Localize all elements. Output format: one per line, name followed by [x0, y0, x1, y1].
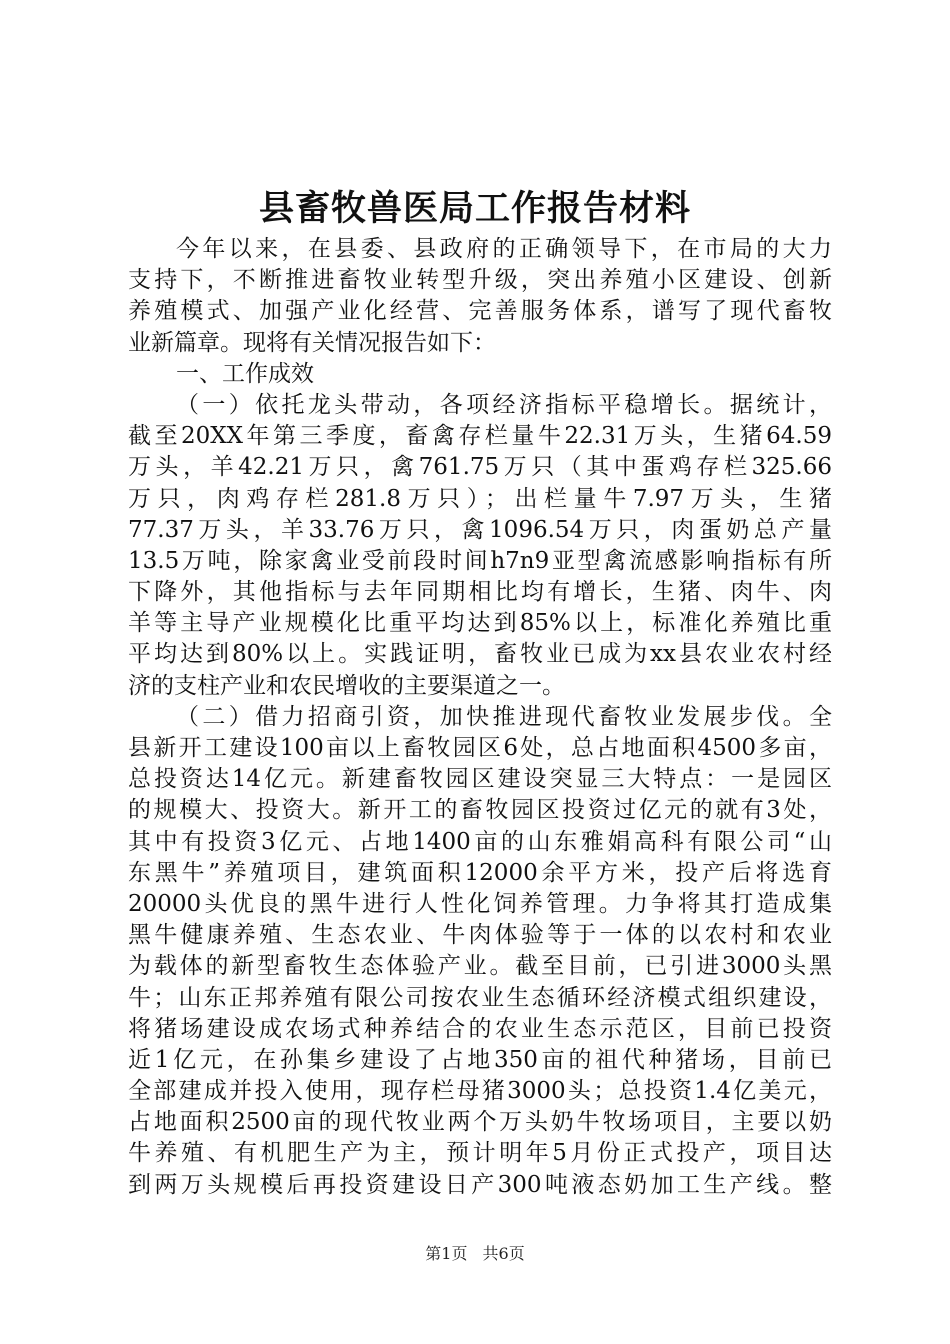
page-number: 第1页 [425, 1244, 468, 1263]
body-line: （二）借力招商引资，加快推进现代畜牧业发展步伐。全 [176, 703, 832, 730]
body-line: 的规模大、投资大。新开工的畜牧园区投资过亿元的就有3处， [128, 797, 832, 824]
body-line: 截至20XX年第三季度，畜禽存栏量牛22.31万头，生猪64.59 [128, 423, 832, 450]
body-line: 77.37万头，羊33.76万只，禽1096.54万只，肉蛋奶总产量 [128, 516, 832, 543]
body-line: 平均达到80%以上。实践证明，畜牧业已成为xx县农业农村经 [128, 641, 832, 668]
body-line: 济的支柱产业和农民增收的主要渠道之一。 [128, 672, 565, 699]
body-line: 牛养殖、有机肥生产为主，预计明年5月份正式投产，项目达 [128, 1140, 832, 1167]
body-line: 万头，羊42.21万只，禽761.75万只（其中蛋鸡存栏325.66 [128, 454, 832, 481]
page-total: 共6页 [482, 1244, 525, 1263]
body-line: 县新开工建设100亩以上畜牧园区6处，总占地面积4500多亩， [128, 735, 832, 761]
body-line: 羊等主导产业规模化比重平均达到85%以上，标准化养殖比重 [128, 610, 832, 637]
body-line: 今年以来，在县委、县政府的正确领导下，在市局的大力 [176, 236, 832, 262]
body-line: 20000头优良的黑牛进行人性化饲养管理。力争将其打造成集 [128, 890, 832, 917]
body-line: 东黑牛”养殖项目，建筑面积12000余平方米，投产后将选育 [128, 859, 832, 886]
body-line: 业新篇章。现将有关情况报告如下： [128, 329, 496, 356]
body-line: 总投资达14亿元。新建畜牧园区建设突显三大特点：一是园区 [128, 766, 832, 793]
body-line: 一、工作成效 [176, 360, 314, 387]
body-line: 为载体的新型畜牧生态体验产业。截至目前，已引进3000头黑 [128, 953, 832, 980]
body-line: 养殖模式、加强产业化经营、完善服务体系，谱写了现代畜牧 [128, 298, 832, 325]
document-body [128, 234, 832, 1201]
document-title: 县畜牧兽医局工作报告材料 [258, 188, 691, 229]
body-line: 将猪场建设成农场式种养结合的农业生态示范区，目前已投资 [128, 1015, 832, 1042]
body-line: 牛；山东正邦养殖有限公司按农业生态循环经济模式组织建设， [128, 984, 832, 1011]
body-line: 黑牛健康养殖、生态农业、牛肉体验等于一体的以农村和农业 [128, 922, 832, 949]
body-line: 支持下，不断推进畜牧业转型升级，突出养殖小区建设、创新 [128, 267, 832, 294]
body-line: 下降外，其他指标与去年同期相比均有增长，生猪、肉牛、肉 [128, 579, 832, 606]
body-line: 占地面积2500亩的现代牧业两个万头奶牛牧场项目，主要以奶 [128, 1109, 832, 1136]
page-footer [0, 1243, 950, 1265]
body-line: 万只，肉鸡存栏281.8万只）；出栏量牛7.97万头，生猪 [128, 485, 832, 512]
body-line: 其中有投资3亿元、占地1400亩的山东雅娟高科有限公司“山 [128, 828, 832, 855]
body-line: （一）依托龙头带动，各项经济指标平稳增长。据统计， [176, 391, 832, 418]
body-line: 近1亿元，在孙集乡建设了占地350亩的祖代种猪场，目前已 [128, 1046, 832, 1073]
body-line: 13.5万吨，除家禽业受前段时间h7n9亚型禽流感影响指标有所 [128, 547, 832, 574]
body-line: 到两万头规模后再投资建设日产300吨液态奶加工生产线。整 [128, 1171, 832, 1198]
body-line: 全部建成并投入使用，现存栏母猪3000头；总投资1.4亿美元， [128, 1078, 832, 1105]
